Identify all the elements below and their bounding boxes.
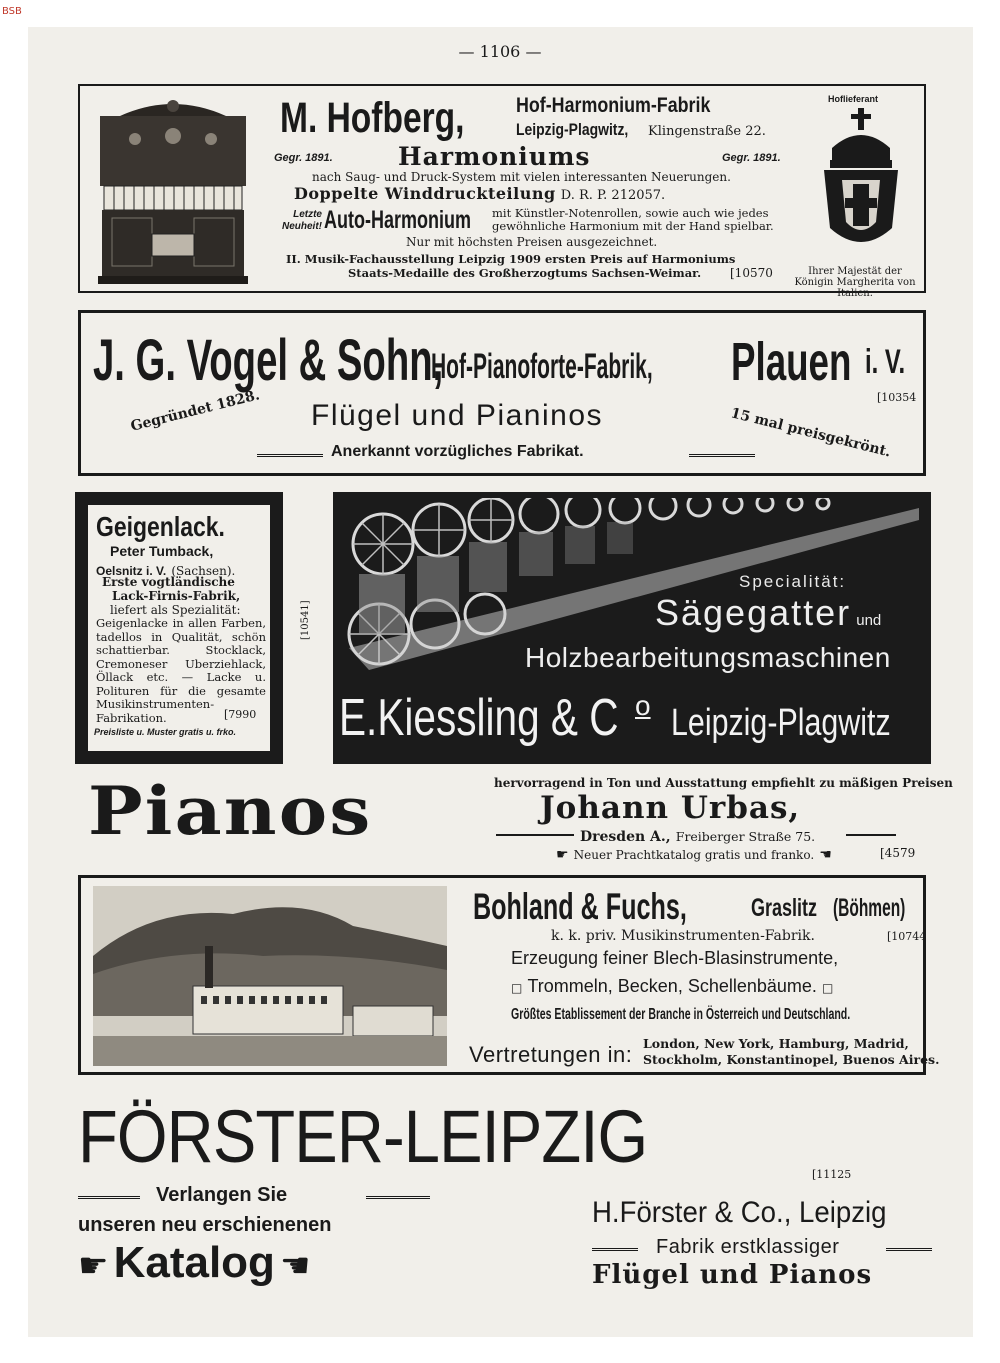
- square-bullet-right-icon: □: [822, 981, 834, 995]
- ad-bohland: [78, 875, 940, 1075]
- ad-hofberg: [78, 84, 926, 299]
- kiessling-und: und: [856, 612, 882, 629]
- urbas-catalog: Neuer Prachtkatalog gratis und franko.: [573, 848, 815, 862]
- hofberg-street: Klingenstraße 22.: [648, 124, 766, 139]
- urbas-big: Pianos: [88, 772, 373, 850]
- bohland-cities1: London, New York, Hamburg, Madrid,: [643, 1036, 909, 1051]
- hofberg-address: [516, 120, 766, 140]
- tumback-foot: Preisliste u. Muster gratis u. frko.: [94, 727, 237, 737]
- bohland-sub: k. k. priv. Musikinstrumenten-Fabrik.: [551, 928, 815, 944]
- hofberg-prices: Nur mit höchsten Preisen ausgezeichnet.: [406, 235, 658, 249]
- pointing-hand-left-icon: ☚: [819, 847, 832, 863]
- hofberg-name: M. Hofberg,: [280, 94, 465, 142]
- kiessling-product-line: [655, 592, 881, 634]
- vogel-ref: [10354: [877, 391, 917, 404]
- tumback-l2: Lack-Firnis-Fabrik,: [112, 589, 241, 603]
- hofberg-feature: Doppelte Winddruckteilung: [294, 184, 556, 203]
- bohland-region: (Böhmen): [833, 894, 906, 922]
- vogel-founded: Gegründet 1828.: [129, 387, 262, 435]
- forster-sub: Fabrik erstklassiger: [656, 1236, 840, 1258]
- tumback-l3: liefert als Spezialität:: [110, 603, 241, 617]
- hofberg-founded-left: Gegr. 1891.: [274, 152, 333, 164]
- hofberg-award1: II. Musik-Fachausstellung Leipzig 1909 ersten Preis auf Harmoniums: [286, 252, 736, 266]
- kiessling-city: Leipzig-Plagwitz: [671, 702, 891, 744]
- tumback-ref: [7990: [224, 708, 257, 721]
- forster-firm: H.Förster & Co., Leipzig: [592, 1196, 887, 1229]
- tumback-region: (Sachsen).: [171, 564, 236, 578]
- tumback-l1: Erste vogtländische: [102, 575, 235, 589]
- hofberg-city: Leipzig-Plagwitz,: [516, 120, 629, 139]
- kiessling-firm: E.Kiessling & C: [339, 689, 619, 747]
- urbas-name: Johann Urbas,: [540, 790, 801, 826]
- pointing-hand-back-icon: ☚: [280, 1246, 311, 1286]
- ad-forster: [78, 1088, 938, 1300]
- bohland-l3: Größtes Etablissement der Branche in Österreich und Deutschland.: [511, 1006, 851, 1023]
- bohland-rep: Vertretungen in:: [469, 1042, 633, 1067]
- bohland-l1: Erzeugung feiner Blech-Blasinstrumente,: [511, 948, 839, 968]
- vogel-region: i. V.: [865, 343, 906, 381]
- forster-l2: unseren neu erschienenen: [78, 1214, 332, 1236]
- tumback-side-ref: [10541]: [300, 600, 311, 640]
- hofberg-feature-line: [294, 184, 665, 203]
- forster-l1: Verlangen Sie: [156, 1184, 288, 1206]
- vogel-rule-left: [257, 454, 323, 457]
- hofberg-title: Hof-Harmonium-Fabrik: [516, 94, 711, 117]
- vogel-name: J. G. Vogel & Sohn,: [93, 328, 444, 393]
- bohland-l2: Trommeln, Becken, Schellenbäume.: [527, 976, 817, 996]
- factory-illustration: [93, 886, 447, 1066]
- urbas-city: Dresden A.,: [580, 829, 671, 845]
- bohland-l2-line: [511, 976, 833, 997]
- hofberg-desc: nach Saug- und Druck-System mit vielen interessanten Neuerungen.: [312, 170, 731, 184]
- vogel-product: Flügel und Pianinos: [311, 399, 604, 432]
- vogel-title: Hof-Pianoforte-Fabrik,: [431, 347, 653, 386]
- forster-rule-sub-left: [592, 1248, 638, 1251]
- forster-ref: [11125: [812, 1168, 852, 1181]
- urbas-street: Freiberger Straße 75.: [675, 829, 816, 844]
- urbas-ref: [4579: [880, 846, 916, 860]
- bohland-name: Bohland & Fuchs,: [473, 886, 687, 927]
- hofberg-founded-right: Gegr. 1891.: [722, 152, 781, 164]
- hofberg-patent: D. R. P. 212057.: [560, 188, 666, 203]
- hofberg-latest: Letzte Neuheit!: [282, 209, 322, 232]
- ad-tumback: [88, 505, 270, 751]
- urbas-claim: hervorragend in Ton und Ausstattung empfiehlt zu mäßigen Preisen: [494, 776, 953, 790]
- forster-l3: Katalog: [113, 1238, 275, 1287]
- hofberg-purveyor: Hoflieferant: [828, 94, 879, 104]
- hofberg-majesty: Ihrer Majestät der Königin Margherita von Italien.: [794, 266, 916, 299]
- pointing-hand-right-icon: ☛: [78, 1246, 109, 1286]
- forster-rule-sub-right: [886, 1248, 932, 1251]
- urbas-rule-left: [496, 834, 574, 836]
- hofberg-award2: Staats-Medaille des Großherzogtums Sachsen-Weimar.: [348, 266, 702, 280]
- tumback-city: Oelsnitz i. V.: [96, 564, 167, 578]
- tumback-name: Peter Tumback,: [110, 543, 214, 559]
- ad-vogel: [78, 310, 926, 476]
- ad-urbas: [78, 772, 953, 863]
- vogel-city: Plauen: [731, 332, 852, 392]
- kiessling-o: o: [635, 690, 651, 721]
- royal-crest-icon: [818, 108, 904, 258]
- urbas-rule-right: [846, 834, 896, 836]
- watermark: BSB: [2, 6, 22, 17]
- hofberg-product: Harmoniums: [398, 142, 591, 171]
- harmonium-illustration: [90, 94, 256, 286]
- bohland-ref: [10744: [887, 930, 927, 943]
- vogel-rule-right: [689, 454, 755, 457]
- forster-rule-l1b: [366, 1196, 430, 1199]
- tumback-l4: Geigenlacke in allen Farben, tadellos in Qualität, schön schattierbar. Stocklack, Cremoneser Uberziehlack, Öllack etc. — Lacke u. Polituren für die gesamte Musikinstrumenten-Fabrikation.: [96, 616, 266, 725]
- forster-big: FÖRSTER-LEIPZIG: [78, 1095, 648, 1178]
- vogel-awards: 15 mal preisgekrönt.: [729, 405, 893, 461]
- kiessling-product2: Holzbearbeitungsmaschinen: [525, 642, 891, 673]
- forster-rule-l1a: [78, 1196, 140, 1199]
- urbas-address: [580, 826, 815, 845]
- hofberg-auto: Auto-Harmonium: [324, 206, 471, 234]
- pointing-hand-icon: ☛: [556, 847, 569, 863]
- hofberg-auto-desc: mit Künstler-Notenrollen, sowie auch wie jedes gewöhnliche Harmonium mit der Hand spielbar.: [492, 206, 774, 233]
- page-number: — 1106 —: [458, 42, 542, 61]
- vogel-tagline: Anerkannt vorzügliches Fabrikat.: [331, 443, 584, 460]
- urbas-catalog-line: [556, 844, 832, 863]
- ad-kiessling: [333, 492, 931, 764]
- kiessling-special: Specialität:: [739, 572, 847, 591]
- bohland-cities2: Stockholm, Konstantinopel, Buenos Aires.: [643, 1052, 940, 1067]
- square-bullet-icon: □: [511, 981, 523, 995]
- bohland-city: Graslitz: [751, 894, 818, 922]
- kiessling-product: Sägegatter: [655, 592, 852, 633]
- tumback-head: Geigenlack.: [96, 511, 225, 542]
- forster-l3-line: [78, 1238, 311, 1288]
- hofberg-ref: [10570: [730, 266, 773, 280]
- forster-product: Flügel und Pianos: [592, 1260, 873, 1290]
